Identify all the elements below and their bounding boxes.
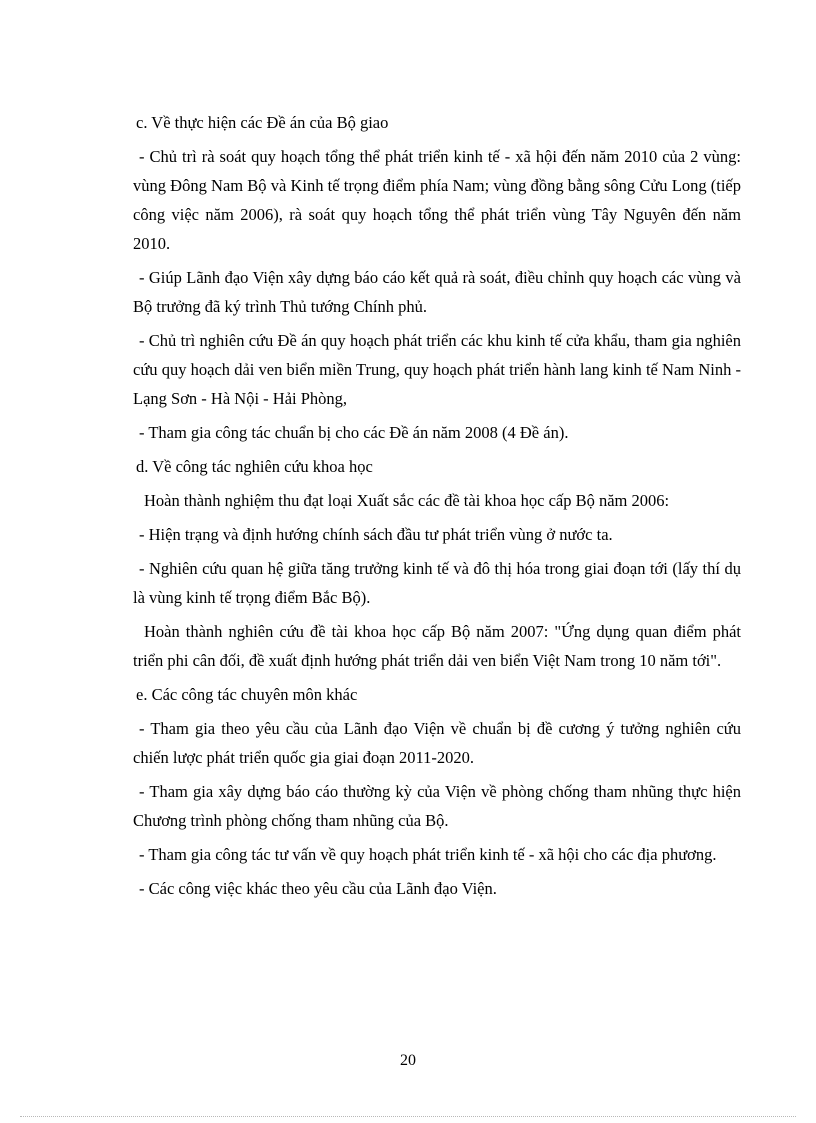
page-content [133,108,741,908]
paragraph-c-4: - Tham gia công tác chuẩn bị cho các Đề án năm 2008 (4 Đề án). [139,423,569,442]
paragraph-e-2: - Tham gia xây dựng báo cáo thường kỳ của Viện về phòng chống tham nhũng thực hiện Chương trình phòng chống tham nhũng của Bộ. [133,782,741,830]
paragraph-e-1: - Tham gia theo yêu cầu của Lãnh đạo Viện về chuẩn bị đề cương ý tưởng nghiên cứu chiến lược phát triển quốc gia giai đoạn 2011-2020. [133,719,741,767]
page-number: 20 [400,1052,416,1069]
paragraph-c-3: - Chủ trì nghiên cứu Đề án quy hoạch phát triển các khu kinh tế cửa khẩu, tham gia nghiên cứu quy hoạch dải ven biển miền Trung, quy hoạch phát triển hành lang kinh tế Nam Ninh - Lạng Sơn - Hà Nội - Hải Phòng, [133,331,741,408]
paragraph-d-2: - Nghiên cứu quan hệ giữa tăng trưởng kinh tế và đô thị hóa trong giai đoạn tới (lấy thí dụ là vùng kinh tế trọng điểm Bắc Bộ). [133,559,741,607]
section-heading-c: c. Về thực hiện các Đề án của Bộ giao [136,113,389,132]
section-heading-e: e. Các công tác chuyên môn khác [136,685,358,704]
paragraph-d-1: - Hiện trạng và định hướng chính sách đầu tư phát triển vùng ở nước ta. [139,525,613,544]
paragraph-e-4: - Các công việc khác theo yêu cầu của Lãnh đạo Viện. [139,879,497,898]
section-heading-d: d. Về công tác nghiên cứu khoa học [136,457,373,476]
paragraph-d-intro-2007: Hoàn thành nghiên cứu đề tài khoa học cấp Bộ năm 2007: "Ứng dụng quan điểm phát triển phi cân đối, đề xuất định hướng phát triển dải ven biển Việt Nam trong 10 năm tới". [133,622,741,670]
paragraph-c-2: - Giúp Lãnh đạo Viện xây dựng báo cáo kết quả rà soát, điều chỉnh quy hoạch các vùng và Bộ trưởng đã ký trình Thủ tướng Chính phủ. [133,268,741,316]
paragraph-d-intro-2006: Hoàn thành nghiệm thu đạt loại Xuất sắc các đề tài khoa học cấp Bộ năm 2006: [144,491,670,510]
paragraph-e-3: - Tham gia công tác tư vấn về quy hoạch phát triển kinh tế - xã hội cho các địa phương. [139,845,717,864]
page-bottom-border [20,1116,796,1117]
paragraph-c-1: - Chủ trì rà soát quy hoạch tổng thể phát triển kinh tế - xã hội đến năm 2010 của 2 vùng: vùng Đông Nam Bộ và Kinh tế trọng điểm phía Nam; vùng đồng bằng sông Cửu Long (tiếp công việc năm 2006), rà soát quy hoạch tổng thể phát triển vùng Tây Nguyên đến năm 2010. [133,147,741,253]
